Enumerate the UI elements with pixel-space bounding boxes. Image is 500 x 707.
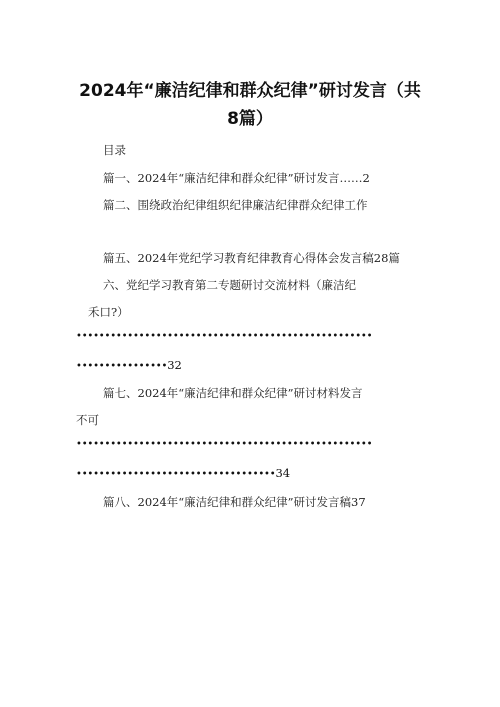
- toc-item-8[interactable]: 篇八、2024年“廉洁纪律和群众纪律”研讨发言稿37: [103, 495, 366, 509]
- toc-item-7-leader-dots: ••••••••••••••••••••••••••••••••••••••••••••••••••••: [76, 439, 373, 450]
- document-title-line2: 8篇）: [227, 109, 273, 129]
- toc-item-7-page-number: 34: [275, 466, 291, 480]
- toc-item-7-leader-dots-end: [76, 466, 290, 480]
- toc-item-7-leader-dots-tail: •••••••••••••••••••••••••••••••••••: [76, 469, 276, 480]
- toc-item-2[interactable]: 篇二、围绕政治纪律组织纪律廉洁纪律群众纪律工作: [103, 198, 368, 212]
- toc-item-6-line2[interactable]: 禾口?）: [88, 305, 129, 319]
- toc-item-7-line2[interactable]: 不可: [76, 413, 99, 427]
- toc-item-6-leader-dots: ••••••••••••••••••••••••••••••••••••••••••••••••••••: [76, 331, 373, 342]
- toc-heading: 目录: [103, 143, 126, 157]
- toc-item-6-leader-dots-tail: ••••••••••••••••: [76, 361, 168, 372]
- toc-item-6-line1[interactable]: 六、党纪学习教育第二专题研讨交流材料（廉洁纪: [103, 278, 356, 292]
- toc-item-7-line1[interactable]: 篇七、2024年“廉洁纪律和群众纪律”研讨材料发言: [103, 386, 363, 400]
- toc-item-1[interactable]: 篇一、2024年“廉洁纪律和群众纪律”研讨发言……2: [103, 171, 370, 185]
- toc-item-6-leader-dots-end: [76, 358, 182, 372]
- toc-item-6-page-number: 32: [167, 358, 182, 372]
- document-title-line1: 2024年“廉洁纪律和群众纪律”研讨发言（共: [79, 81, 421, 101]
- toc-item-5[interactable]: 篇五、2024年党纪学习教育纪律教育心得体会发言稿28篇: [103, 251, 400, 265]
